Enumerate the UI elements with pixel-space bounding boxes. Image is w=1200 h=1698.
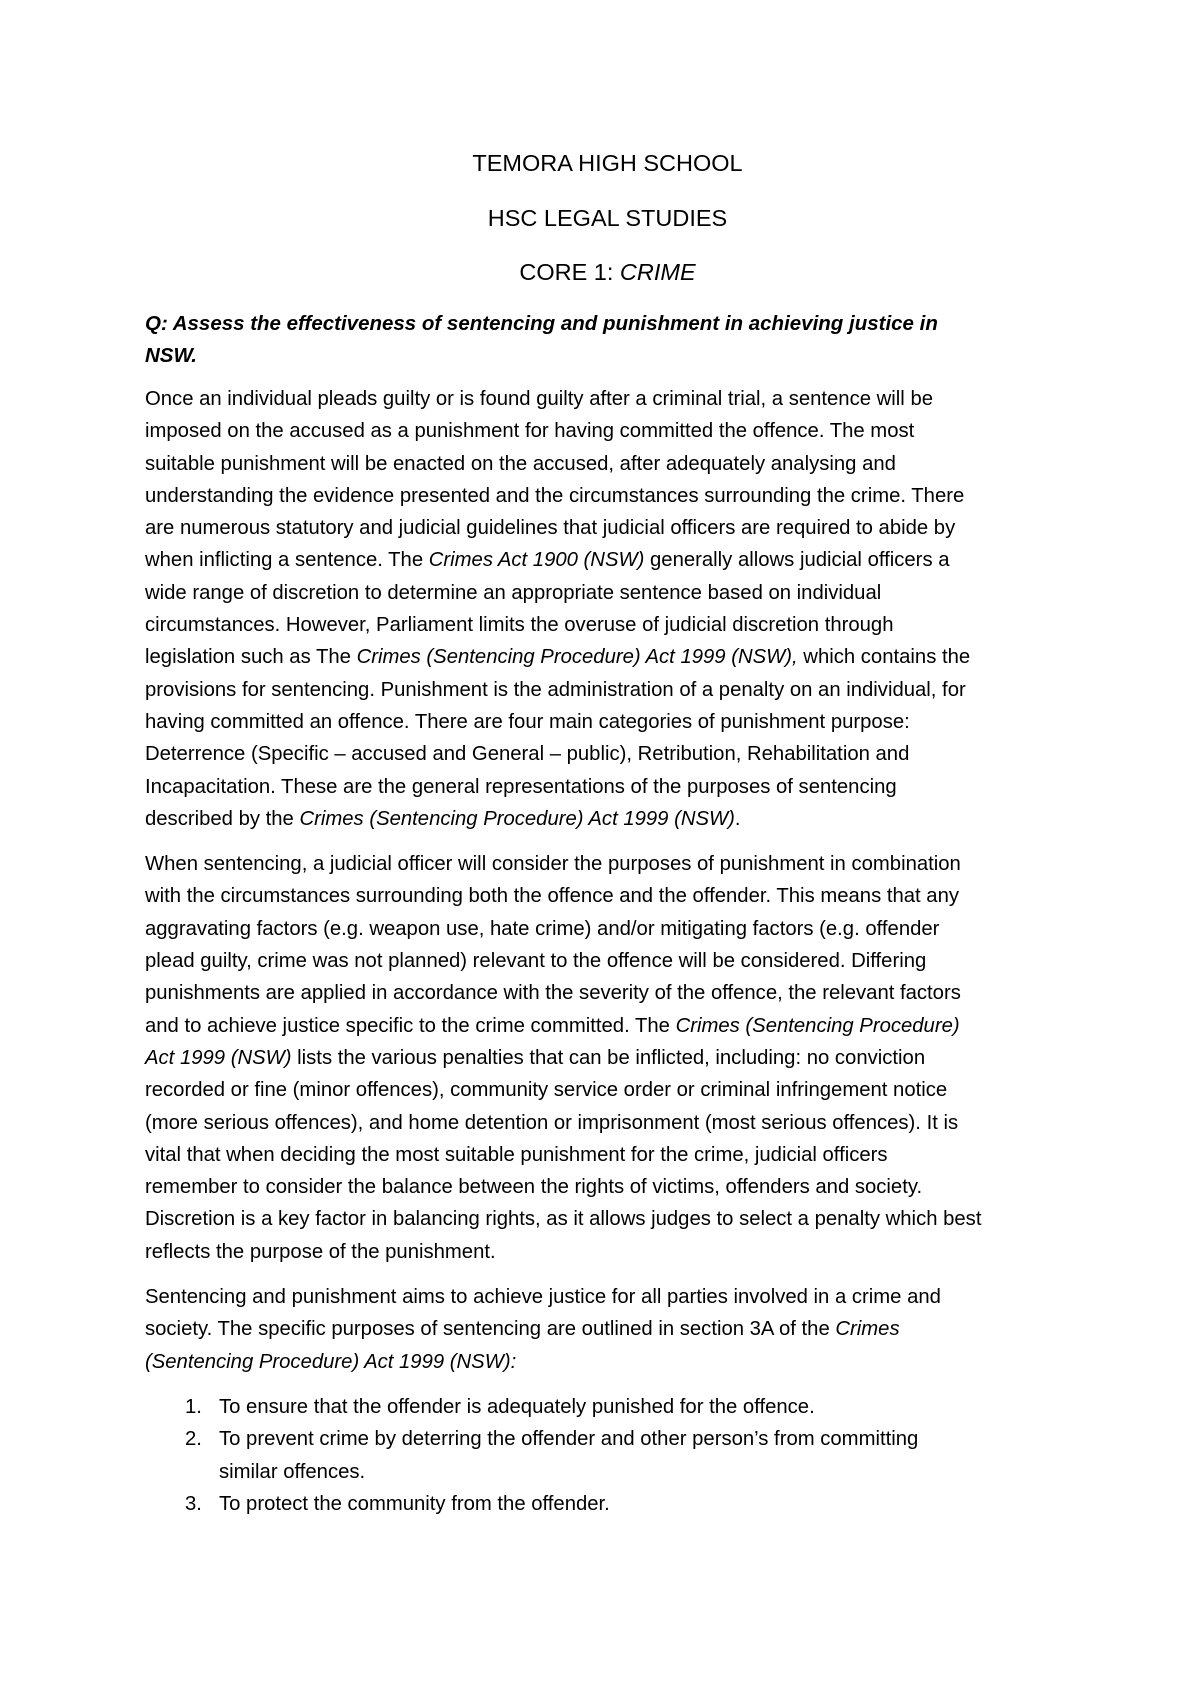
list-item-text: To protect the community from the offender. <box>219 1492 610 1515</box>
text-line <box>145 1010 1070 1042</box>
text-line: Incapacitation. These are the general representations of the purposes of sentencing <box>145 775 897 798</box>
text-line: aggravating factors (e.g. weapon use, hate crime) and/or mitigating factors (e.g. offender <box>145 917 940 940</box>
text-run: when inflicting a sentence. The <box>145 549 429 572</box>
legislation-citation: Crimes Act 1900 (NSW) <box>428 549 645 572</box>
text-line: recorded or fine (minor offences), community service order or criminal infringement notice <box>145 1079 948 1102</box>
text-line: Deterrence (Specific – accused and General – public), Retribution, Rehabilitation and <box>145 743 910 766</box>
text-line: imposed on the accused as a punishment for having committed the offence. The most <box>145 420 915 443</box>
text-line: Discretion is a key factor in balancing rights, as it allows judges to select a penalty which best <box>145 1208 982 1231</box>
list-item <box>145 1488 1070 1520</box>
text-line: remember to consider the balance between the rights of victims, offenders and society. <box>145 1176 923 1199</box>
text-line: with the circumstances surrounding both the offence and the offender. This means that any <box>145 885 960 908</box>
text-line: plead guilty, crime was not planned) relevant to the offence will be considered. Differing <box>145 950 927 973</box>
legislation-citation: Act 1999 (NSW) <box>145 1046 292 1069</box>
course-title: HSC LEGAL STUDIES <box>487 205 728 231</box>
text-line <box>145 1313 1070 1345</box>
text-line <box>145 1346 1070 1378</box>
text-line: understanding the evidence presented and the circumstances surrounding the crime. There <box>145 484 965 507</box>
question-line: Q: Assess the effectiveness of sentencing and punishment in achieving justice in <box>145 312 938 335</box>
legislation-citation: Crimes (Sentencing Procedure) <box>675 1014 960 1037</box>
legislation-citation: Crimes <box>835 1318 900 1341</box>
text-line <box>145 641 1070 673</box>
paragraph-2 <box>145 848 1070 1268</box>
text-line: having committed an offence. There are four main categories of punishment purpose: <box>145 710 910 733</box>
legislation-citation: (Sentencing Procedure) Act 1999 (NSW): <box>145 1350 517 1373</box>
question-line: NSW. <box>145 344 198 367</box>
list-item <box>145 1423 1070 1488</box>
sentencing-purposes-list <box>145 1391 1070 1520</box>
text-run: and to achieve justice specific to the crime committed. The <box>145 1014 676 1037</box>
text-line: Once an individual pleads guilty or is found guilty after a criminal trial, a sentence will be <box>145 388 933 410</box>
legislation-citation: Crimes (Sentencing Procedure) Act 1999 (NSW), <box>356 646 798 669</box>
text-run: described by the <box>145 807 300 830</box>
text-line: vital that when deciding the most suitable punishment for the crime, judicial officers <box>145 1143 888 1166</box>
text-line: are numerous statutory and judicial guidelines that judicial officers are required to abide by <box>145 517 956 540</box>
text-run: lists the various penalties that can be inflicted, including: no conviction <box>291 1046 926 1069</box>
text-line: circumstances. However, Parliament limits the overuse of judicial discretion through <box>145 614 894 637</box>
list-number: 3. <box>185 1492 202 1515</box>
text-run: legislation such as The <box>145 646 357 669</box>
document-content <box>145 148 1070 1520</box>
paragraph-1 <box>145 383 1070 835</box>
text-line <box>145 803 1070 835</box>
text-run: society. The specific purposes of sentencing are outlined in section 3A of the <box>145 1318 836 1341</box>
list-number: 2. <box>185 1428 202 1451</box>
text-run: . <box>734 807 741 830</box>
text-line: (more serious offences), and home detention or imprisonment (most serious offences). It is <box>145 1111 959 1134</box>
core-topic: CRIME <box>619 259 696 285</box>
text-line: provisions for sentencing. Punishment is the administration of a penalty on an individual, for <box>145 678 966 701</box>
list-item-text: similar offences. <box>219 1460 366 1483</box>
list-number: 1. <box>185 1395 202 1418</box>
essay-question <box>145 308 1070 372</box>
text-run: generally allows judicial officers a <box>644 549 950 572</box>
list-item-text: To ensure that the offender is adequately punished for the offence. <box>219 1395 815 1418</box>
text-line: punishments are applied in accordance with the severity of the offence, the relevant factors <box>145 982 961 1005</box>
text-line: Sentencing and punishment aims to achieve justice for all parties involved in a crime and <box>145 1286 941 1309</box>
text-run: which contains the <box>797 646 971 669</box>
list-item-text: To prevent crime by deterring the offender and other person’s from committing <box>219 1428 919 1451</box>
school-title: TEMORA HIGH SCHOOL <box>472 150 743 176</box>
paragraph-3 <box>145 1281 1070 1378</box>
text-line: When sentencing, a judicial officer will consider the purposes of punishment in combination <box>145 853 961 876</box>
list-item <box>145 1391 1070 1423</box>
text-line: wide range of discretion to determine an appropriate sentence based on individual <box>145 581 882 604</box>
text-line: suitable punishment will be enacted on the accused, after adequately analysing and <box>145 452 896 475</box>
legislation-citation: Crimes (Sentencing Procedure) Act 1999 (NSW) <box>299 807 735 830</box>
text-line: reflects the purpose of the punishment. <box>145 1240 496 1263</box>
core-prefix: CORE 1: <box>519 259 620 285</box>
text-line <box>145 1042 1070 1074</box>
text-line <box>145 544 1070 576</box>
core-title <box>145 257 1070 287</box>
